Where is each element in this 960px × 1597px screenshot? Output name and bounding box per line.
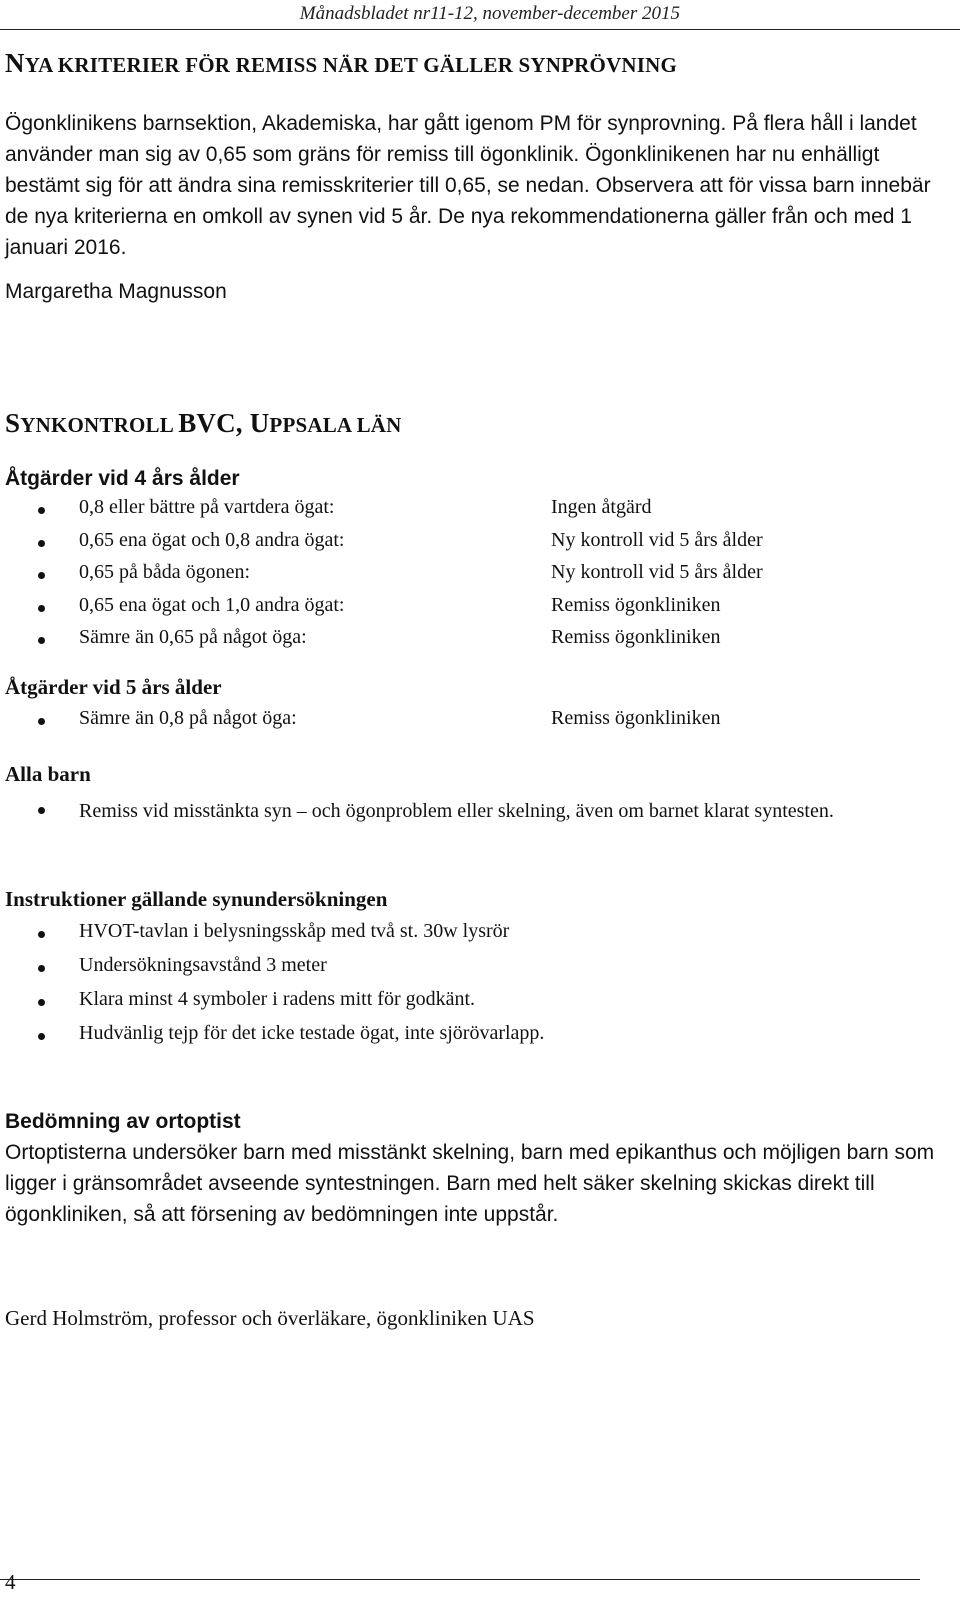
bullet-icon [38, 1033, 45, 1040]
condition-text: 0,65 ena ögat och 1,0 andra ögat: [79, 593, 345, 616]
section-heading-synkontroll: SYNKONTROLL BVC, UPPSALA LÄN [5, 408, 402, 438]
action-text: Ny kontroll vid 5 års ålder [551, 528, 763, 551]
bullet-icon [38, 540, 45, 547]
action-text: Remiss ögonkliniken [551, 707, 721, 729]
bullet-icon [38, 572, 45, 579]
bullet-icon [38, 718, 45, 725]
condition-text: 0,65 på båda ögonen: [79, 561, 251, 583]
orthoptist-paragraph: Ortoptisterna undersöker barn med misstänkt skelning, barn med epikanthus och möjligen barn som ligger i gränsområdet avseende syntestningen. Barn med helt säker skelning skickas direkt till ögonkliniken, så att försening av bedömningen inte uppstår. [5, 1141, 935, 1226]
running-title: Månadsbladet nr11-12, november-december 2015 [299, 3, 680, 24]
condition-text: Sämre än 0,65 på något öga: [79, 626, 307, 648]
all-children-text: Remiss vid misstänkta syn – och ögonproblem eller skelning, även om barnet klarat syntesten. [79, 800, 834, 822]
age5-title: Åtgärder vid 5 års ålder [5, 675, 222, 699]
condition-text: Sämre än 0,8 på något öga: [79, 707, 297, 729]
page-number: 4 [5, 1570, 16, 1594]
bullet-icon [38, 637, 45, 644]
header-rule [0, 29, 960, 30]
signature: Gerd Holmström, professor och överläkare, ögonkliniken UAS [5, 1306, 535, 1330]
footer-rule [0, 1579, 920, 1580]
condition-text: 0,8 eller bättre på vartdera ögat: [79, 496, 335, 518]
action-text: Remiss ögonkliniken [551, 593, 721, 616]
instruction-text: Hudvänlig tejp för det icke testade ögat, inte sjörövarlapp. [79, 1022, 545, 1044]
instructions-title: Instruktioner gällande synundersökningen [5, 887, 388, 911]
section-heading-criteria [5, 48, 677, 79]
age4-title: Åtgärder vid 4 års ålder [5, 467, 240, 490]
instruction-text: HVOT-tavlan i belysningsskåp med två st. 30w lysrör [79, 920, 510, 942]
condition-text: 0,65 ena ögat och 0,8 andra ögat: [79, 528, 345, 551]
bullet-icon [38, 507, 45, 514]
bullet-icon [38, 605, 45, 612]
all-children-title: Alla barn [5, 762, 91, 786]
heading-initial: N [5, 48, 25, 78]
heading-rest: YA KRITERIER FÖR REMISS NÄR DET GÄLLER SYNPRÖVNING [24, 53, 678, 77]
bullet-icon [38, 999, 45, 1006]
action-text: Remiss ögonkliniken [551, 626, 721, 648]
bullet-icon [38, 965, 45, 972]
all-children-item [0, 795, 930, 828]
instruction-text: Undersökningsavstånd 3 meter [79, 954, 327, 976]
bullet-icon [38, 807, 45, 814]
bullet-icon [38, 931, 45, 938]
criteria-paragraph: Ögonklinikens barnsektion, Akademiska, har gått igenom PM för synprovning. På flera håll i landet använder man sig av 0,65 som gräns för remiss till ögonklinik. Ögonklinikenen har nu enhälligt bestämt sig för att ändra sina remisskriterier till 0,65, se nedan. Observera att för vissa barn innebär de nya kriterierna en omkoll av synen vid 5 år. De nya rekommendationerna gäller från och med 1 januari 2016. [5, 112, 931, 259]
instruction-text: Klara minst 4 symboler i radens mitt för godkänt. [79, 988, 476, 1010]
action-text: Ingen åtgärd [551, 496, 652, 518]
orthoptist-title: Bedömning av ortoptist [5, 1110, 241, 1133]
author-name: Margaretha Magnusson [5, 280, 227, 303]
action-text: Ny kontroll vid 5 års ålder [551, 561, 763, 583]
